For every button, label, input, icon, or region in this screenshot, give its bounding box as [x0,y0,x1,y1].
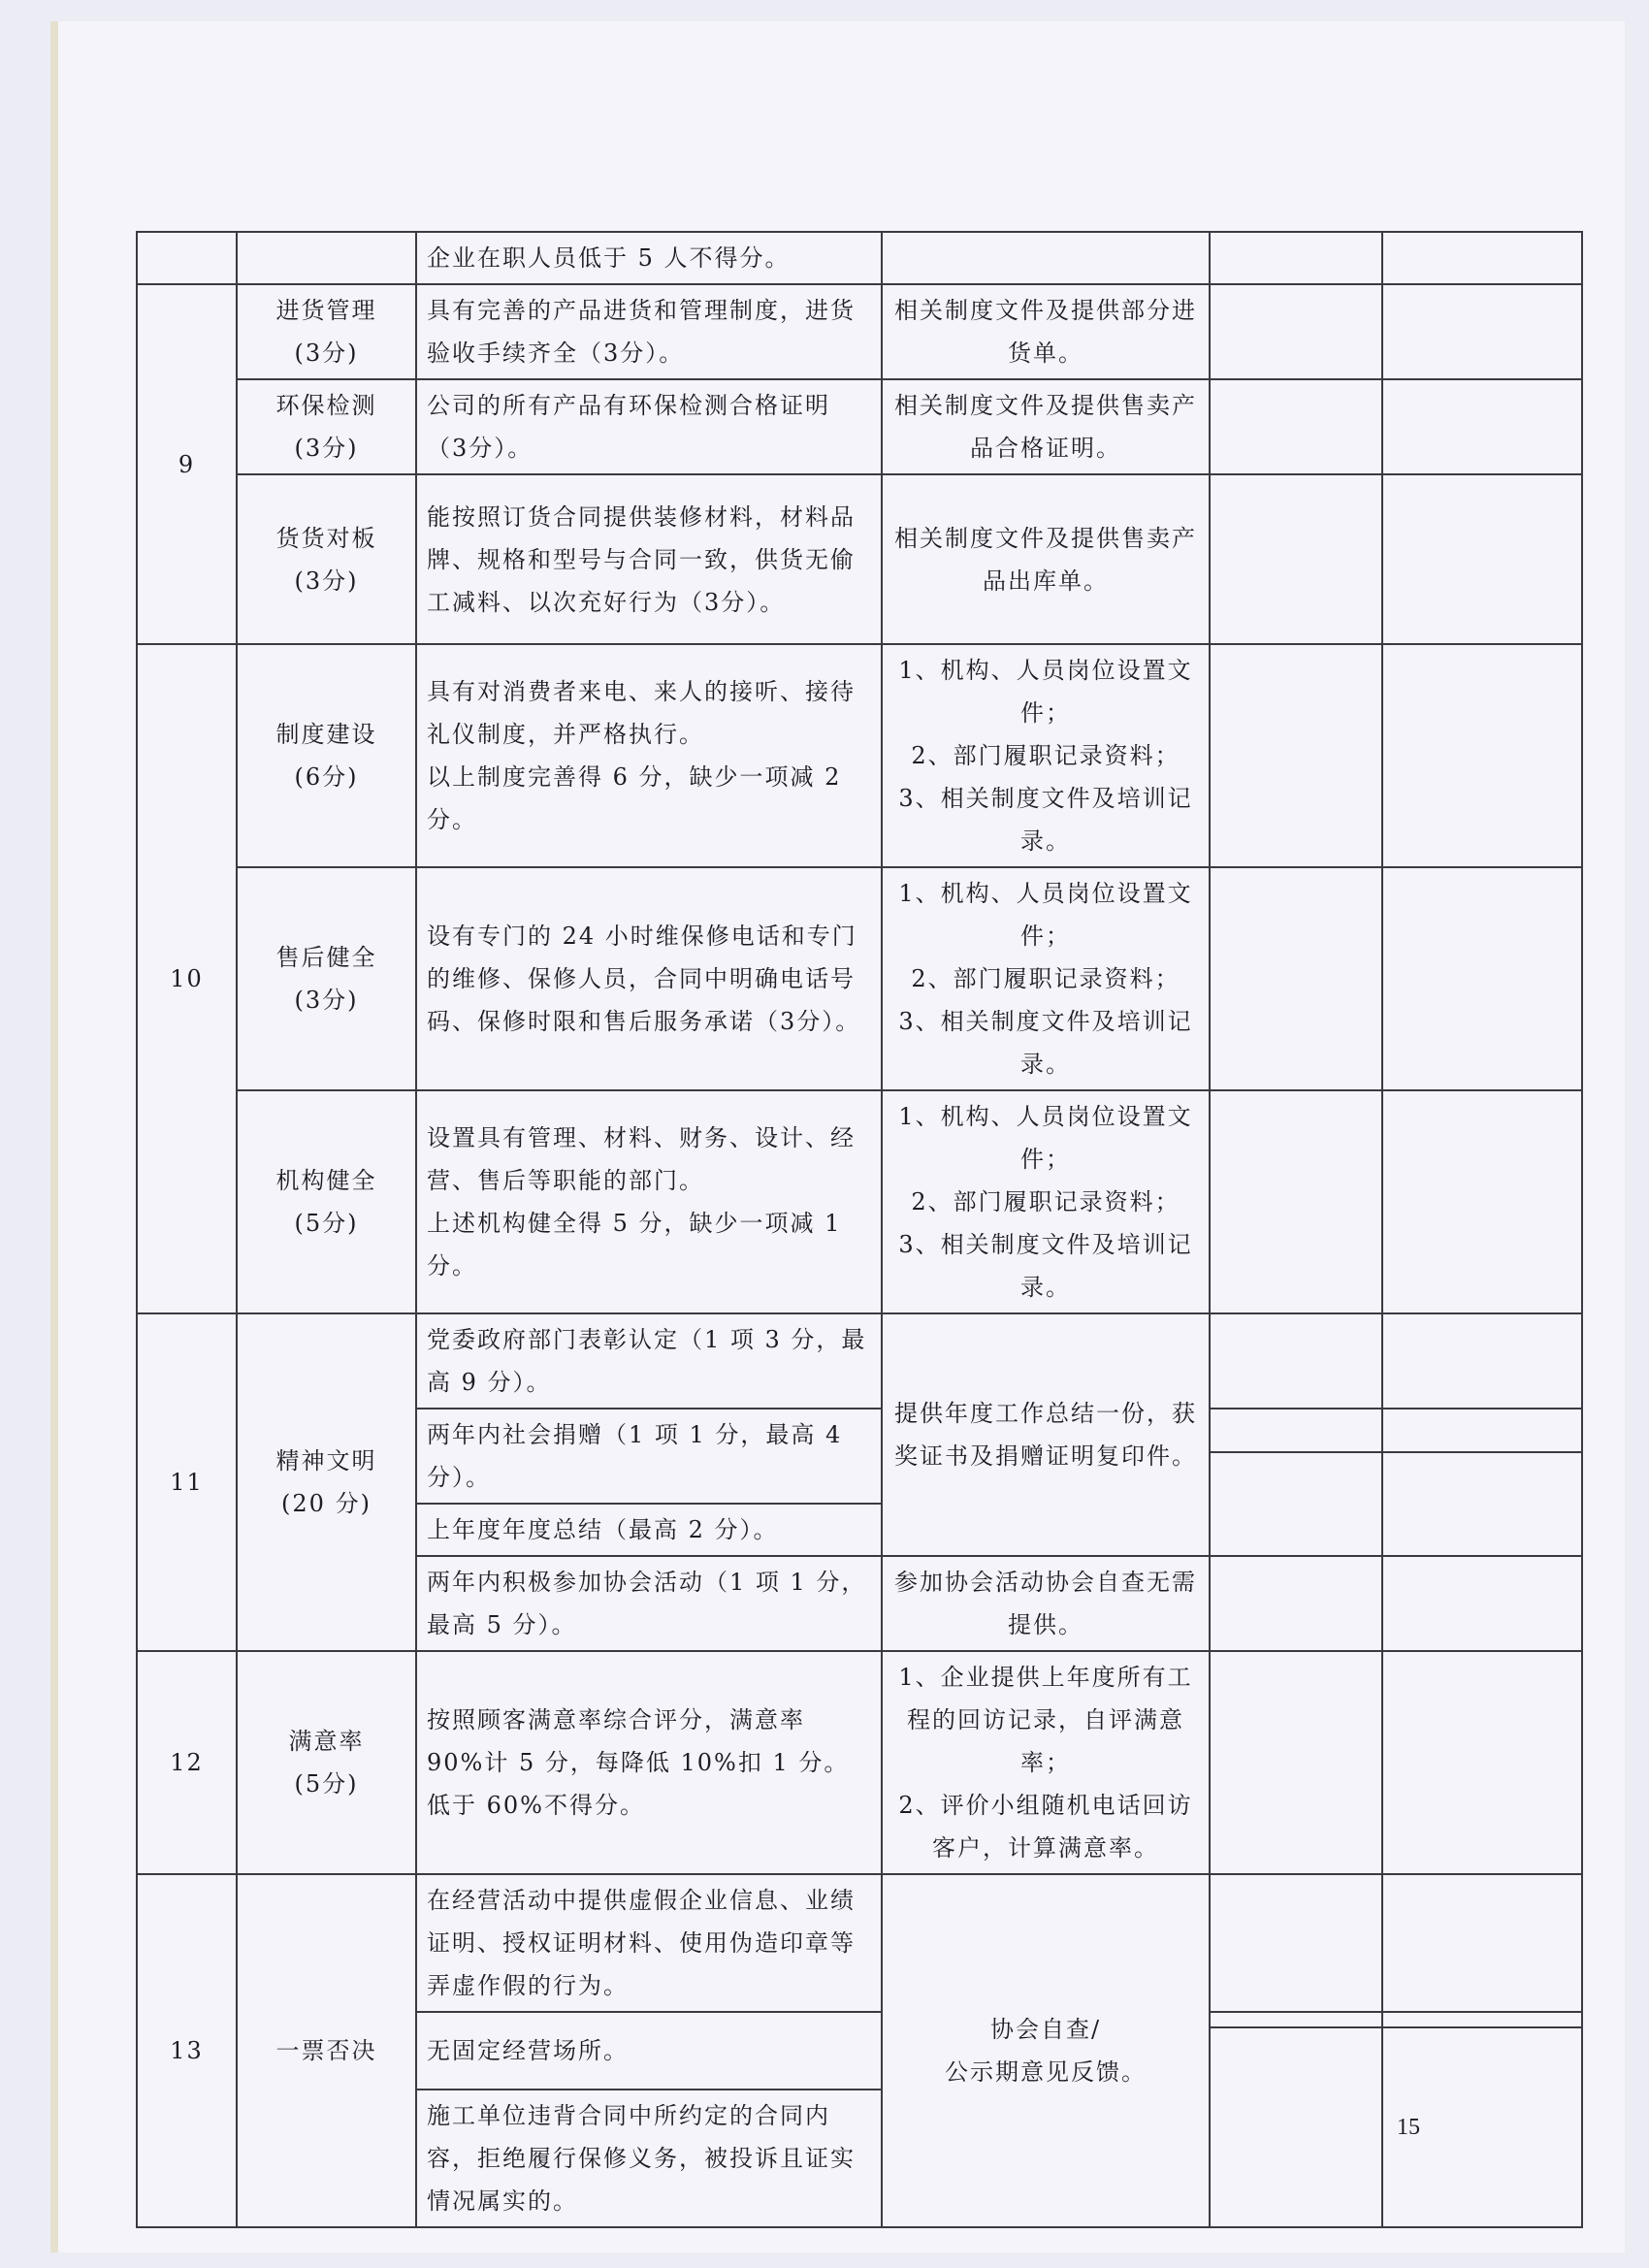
item-name-cell [237,284,416,379]
material-item: 公示期意见反馈。 [945,2058,1147,2086]
item-name: 环保检测 [275,392,377,419]
self-score-cell [1210,284,1382,379]
review-score-cell [1382,2012,1582,2027]
materials-cell: 参加协会活动协会自查无需提供。 [882,1556,1210,1651]
criteria-cell: 两年内积极参加协会活动（1 项 1 分，最高 5 分）。 [416,1556,882,1651]
criteria-cell: 上年度年度总结（最高 2 分）。 [416,1504,882,1556]
evaluation-table [136,231,1583,2228]
criteria-cell: 企业在职人员低于 5 人不得分。 [416,232,882,284]
item-number-cell: 13 [137,1874,237,2227]
self-score-cell [1210,1651,1382,1874]
table-row [137,1090,1582,1313]
materials-cell: 相关制度文件及提供部分进货单。 [882,284,1210,379]
item-name-cell [237,1313,416,1651]
item-name-cell: 一票否决 [237,1874,416,2227]
materials-cell [882,644,1210,867]
material-item: 协会自查/ [989,2016,1102,2043]
table-row [137,284,1582,379]
table-row [137,232,1582,284]
criteria-text: 以上制度完善得 6 分，缺少一项减 2 分。 [427,763,842,833]
self-score-cell [1210,1452,1382,1556]
review-score-cell [1382,644,1582,867]
criteria-text: 设置具有管理、材料、财务、设计、经营、售后等职能的部门。 [427,1124,856,1194]
materials-cell: 提供年度工作总结一份，获奖证书及捐赠证明复印件。 [882,1313,1210,1556]
material-item: 2、部门履职记录资料； [911,965,1180,992]
item-name-cell [237,1651,416,1874]
materials-cell [882,867,1210,1090]
material-item: 1、机构、人员岗位设置文件； [898,880,1193,950]
materials-cell: 相关制度文件及提供售卖产品出库单。 [882,474,1210,644]
item-name: 机构健全 [275,1167,377,1194]
item-name: 货货对板 [275,524,377,552]
review-score-cell [1382,284,1582,379]
item-score: (5分) [294,1770,359,1798]
criteria-cell: 按照顾客满意率综合评分，满意率 90%计 5 分，每降低 10%扣 1 分。低于 60%不得分。 [416,1651,882,1874]
table-row [137,644,1582,867]
criteria-cell: 在经营活动中提供虚假企业信息、业绩证明、授权证明材料、使用伪造印章等弄虚作假的行为。 [416,1874,882,2012]
criteria-cell [416,1090,882,1313]
materials-cell [882,1874,1210,2227]
self-score-cell [1210,867,1382,1090]
table-row [137,1651,1582,1874]
review-score-cell [1382,1313,1582,1409]
review-score-cell [1382,1452,1582,1556]
item-score: (6分) [294,763,359,791]
item-score: (3分) [294,340,359,367]
item-name: 满意率 [288,1728,365,1755]
criteria-cell: 两年内社会捐赠（1 项 1 分，最高 4 分）。 [416,1409,882,1504]
item-name-cell [237,644,416,867]
material-item: 1、机构、人员岗位设置文件； [898,657,1193,727]
review-score-cell [1382,232,1582,284]
item-name-cell [237,867,416,1090]
materials-cell [882,1090,1210,1313]
self-score-cell [1210,1313,1382,1409]
item-name: 进货管理 [275,297,377,324]
item-score: (3分) [294,435,359,462]
table-row [137,1313,1582,1409]
review-score-cell [1382,1874,1582,2012]
item-number-cell: 11 [137,1313,237,1651]
materials-cell: 相关制度文件及提供售卖产品合格证明。 [882,379,1210,474]
review-score-cell [1382,379,1582,474]
item-name: 精神文明 [275,1447,377,1474]
item-score: (3分) [294,987,359,1014]
criteria-cell: 公司的所有产品有环保检测合格证明（3分）。 [416,379,882,474]
review-score-cell [1382,867,1582,1090]
self-score-cell [1210,1556,1382,1651]
self-score-cell [1210,1874,1382,2012]
table-row [137,1874,1582,2012]
item-name: 制度建设 [275,721,377,748]
criteria-cell: 具有完善的产品进货和管理制度，进货验收手续齐全（3分）。 [416,284,882,379]
item-number-cell: 10 [137,644,237,1313]
material-item: 1、企业提供上年度所有工程的回访记录，自评满意率； [898,1664,1193,1776]
item-name: 售后健全 [275,944,377,971]
table-row [137,379,1582,474]
material-item: 2、评价小组随机电话回访客户，计算满意率。 [898,1792,1193,1862]
item-name-cell [237,1090,416,1313]
self-score-cell [1210,644,1382,867]
criteria-text: 上述机构健全得 5 分，缺少一项减 1 分。 [427,1210,842,1280]
criteria-cell: 设有专门的 24 小时维保修电话和专门的维修、保修人员，合同中明确电话号码、保修时限和售后服务承诺（3分）。 [416,867,882,1090]
review-score-cell [1382,1409,1582,1452]
self-score-cell [1210,1090,1382,1313]
material-item: 3、相关制度文件及培训记录。 [898,1008,1193,1078]
self-score-cell [1210,2027,1382,2227]
item-number-cell: 12 [137,1651,237,1874]
item-number-cell [137,232,237,284]
material-item: 1、机构、人员岗位设置文件； [898,1103,1193,1173]
item-number-cell: 9 [137,284,237,644]
review-score-cell [1382,1556,1582,1651]
criteria-text: 具有对消费者来电、来人的接听、接待礼仪制度，并严格执行。 [427,678,856,748]
review-score-cell [1382,1651,1582,1874]
criteria-cell: 党委政府部门表彰认定（1 项 3 分，最高 9 分）。 [416,1313,882,1409]
page-number: 15 [1397,2115,1420,2140]
review-score-cell [1382,1090,1582,1313]
self-score-cell [1210,2012,1382,2027]
material-item: 2、部门履职记录资料； [911,742,1180,769]
self-score-cell [1210,232,1382,284]
material-item: 3、相关制度文件及培训记录。 [898,785,1193,855]
criteria-cell: 能按照订货合同提供装修材料，材料品牌、规格和型号与合同一致，供货无偷工减料、以次充好行为（3分）。 [416,474,882,644]
material-item: 2、部门履职记录资料； [911,1188,1180,1215]
item-name-cell [237,232,416,284]
item-score: (5分) [294,1210,359,1237]
criteria-cell: 施工单位违背合同中所约定的合同内容，拒绝履行保修义务，被投诉且证实情况属实的。 [416,2090,882,2227]
table-row [137,867,1582,1090]
item-score: (20 分) [281,1490,372,1517]
item-name-cell [237,474,416,644]
table-row [137,474,1582,644]
criteria-cell [416,644,882,867]
self-score-cell [1210,1409,1382,1452]
item-score: (3分) [294,567,359,595]
self-score-cell [1210,474,1382,644]
self-score-cell [1210,379,1382,474]
item-name-cell [237,379,416,474]
materials-cell [882,1651,1210,1874]
review-score-cell [1382,474,1582,644]
materials-cell [882,232,1210,284]
material-item: 3、相关制度文件及培训记录。 [898,1231,1193,1301]
criteria-cell: 无固定经营场所。 [416,2012,882,2090]
